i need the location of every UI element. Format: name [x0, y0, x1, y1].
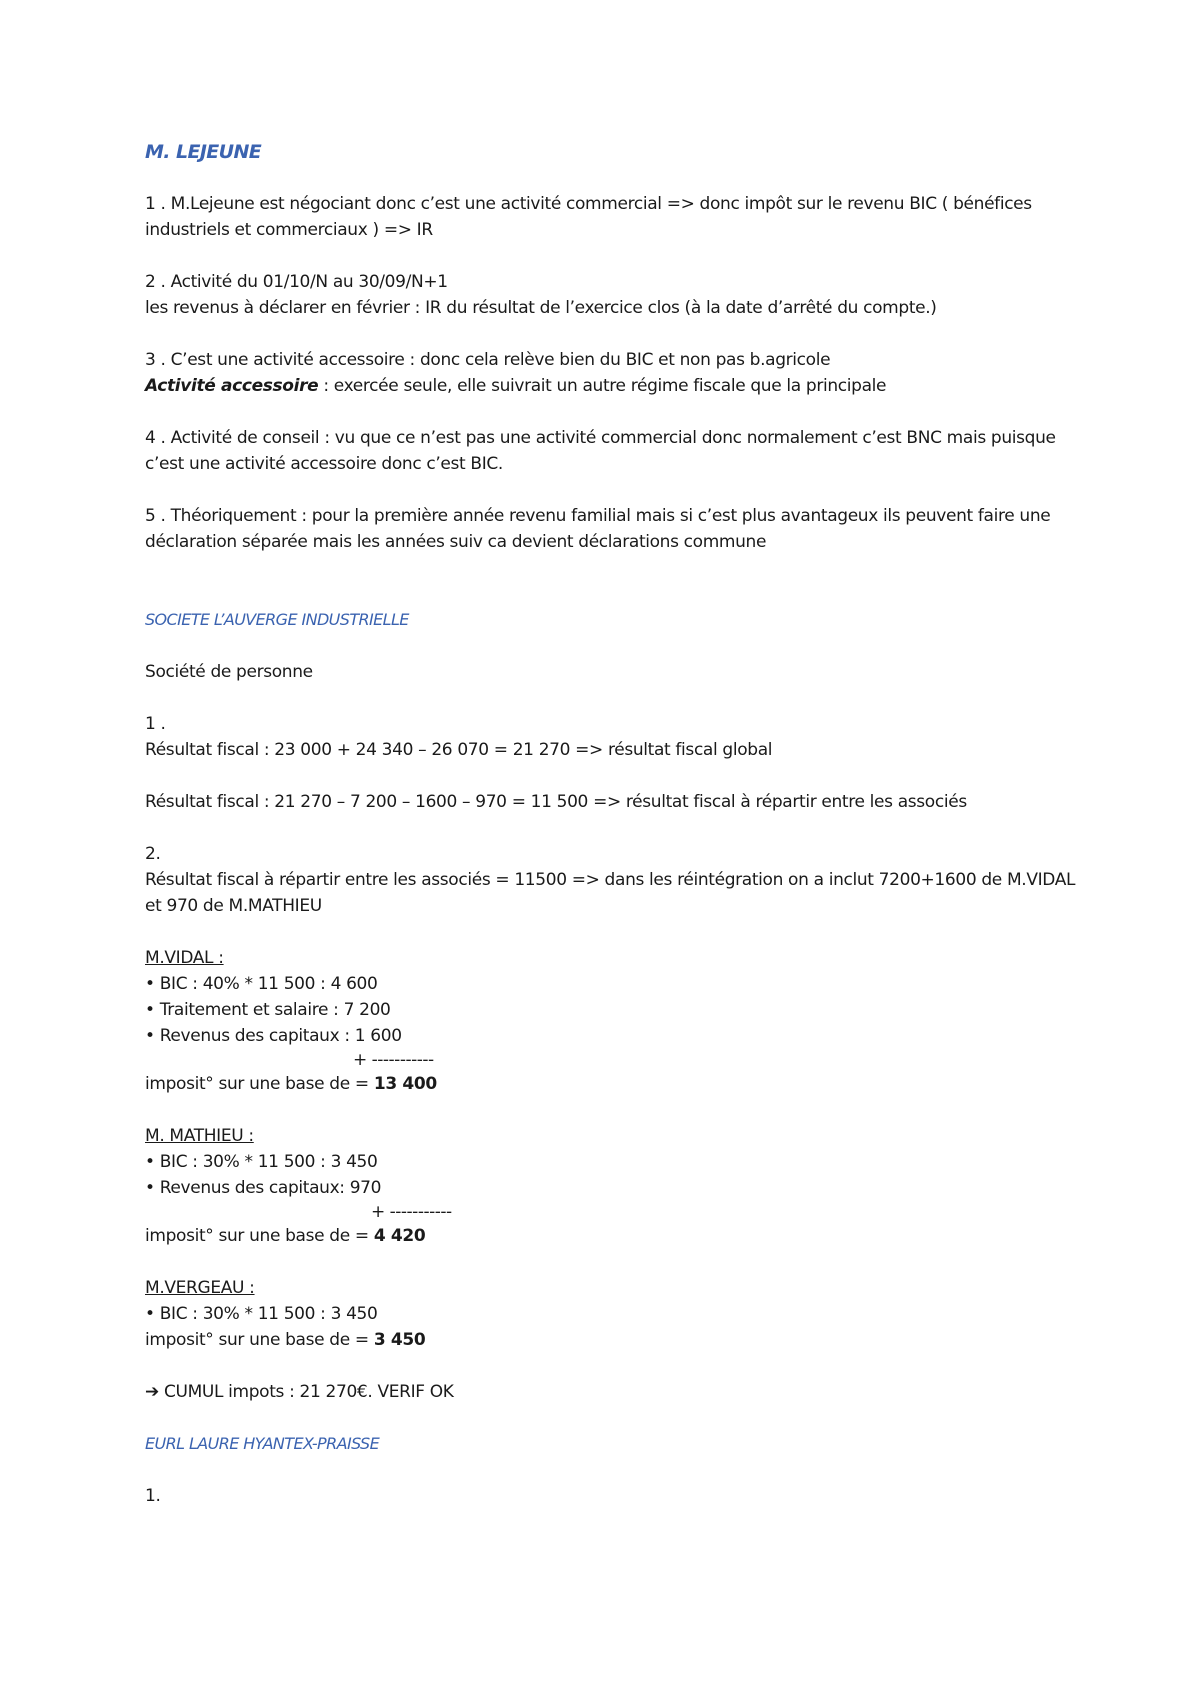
term-activite-accessoire: Activité accessoire [145, 376, 319, 396]
lejeune-p2-line1: 2 . Activité du 01/10/N au 30/09/N+1 [145, 272, 448, 292]
mathieu-sum-separator: + ----------- [371, 1202, 452, 1222]
mathieu-base-value: 4 420 [373, 1226, 426, 1246]
section-title-auverge: SOCIETE L’AUVERGE INDUSTRIELLE [145, 610, 409, 629]
vidal-base [145, 1072, 437, 1096]
auverge-q1-number: 1 . [145, 714, 166, 734]
vidal-item-salaire: • Traitement et salaire : 7 200 [145, 1000, 391, 1020]
auverge-subtitle: Société de personne [145, 662, 313, 682]
vergeau-base-label: imposit° sur une base de = [145, 1330, 374, 1350]
mathieu-item-capitaux: • Revenus des capitaux: 970 [145, 1178, 382, 1198]
lejeune-p3-line2 [145, 374, 886, 398]
section-title-eurl: EURL LAURE HYANTEX-PRAISSE [145, 1434, 380, 1453]
vidal-base-value: 13 400 [373, 1074, 437, 1094]
lejeune-p3-line2-rest: : exercée seule, elle suivrait un autre régime fiscale que la principale [318, 376, 887, 396]
mathieu-base-label: imposit° sur une base de = [145, 1226, 374, 1246]
section-title-lejeune: M. LEJEUNE [145, 141, 262, 163]
lejeune-p5-line2: déclaration séparée mais les années suiv ca devient déclarations commune [145, 532, 767, 552]
eurl-q1-number: 1. [145, 1486, 161, 1506]
auverge-q2-line1: Résultat fiscal à répartir entre les associés = 11500 => dans les réintégration on a inclut 7200+1600 de M.VIDAL [145, 870, 1076, 890]
lejeune-p2-line2: les revenus à déclarer en février : IR du résultat de l’exercice clos (à la date d’arrêté du compte.) [145, 298, 937, 318]
auverge-q2-line2: et 970 de M.MATHIEU [145, 896, 322, 916]
vidal-item-bic: • BIC : 40% * 11 500 : 4 600 [145, 974, 378, 994]
vergeau-base [145, 1328, 425, 1352]
vidal-sum-separator: + ----------- [353, 1050, 434, 1070]
lejeune-p3-line1: 3 . C’est une activité accessoire : donc cela relève bien du BIC et non pas b.agricole [145, 350, 831, 370]
mathieu-item-bic: • BIC : 30% * 11 500 : 3 450 [145, 1152, 378, 1172]
cumul-text: CUMUL impots : 21 270€. VERIF OK [158, 1382, 454, 1402]
vidal-base-label: imposit° sur une base de = [145, 1074, 374, 1094]
cumul-line [145, 1380, 454, 1404]
vergeau-item-bic: • BIC : 30% * 11 500 : 3 450 [145, 1304, 378, 1324]
lejeune-p5-line1: 5 . Théoriquement : pour la première année revenu familial mais si c’est plus avantageux ils peuvent faire une [145, 506, 1051, 526]
lejeune-p4-line1: 4 . Activité de conseil : vu que ce n’est pas une activité commercial donc normalement c’est BNC mais puisque [145, 428, 1056, 448]
vergeau-base-value: 3 450 [373, 1330, 426, 1350]
lejeune-p1-line1: 1 . M.Lejeune est négociant donc c’est une activité commercial => donc impôt sur le revenu BIC ( bénéfices [145, 194, 1032, 214]
auverge-q1-line1: Résultat fiscal : 23 000 + 24 340 – 26 070 = 21 270 => résultat fiscal global [145, 740, 773, 760]
vidal-heading: M.VIDAL : [145, 948, 224, 968]
vidal-item-capitaux: • Revenus des capitaux : 1 600 [145, 1026, 402, 1046]
vergeau-heading: M.VERGEAU : [145, 1278, 255, 1298]
mathieu-base [145, 1224, 425, 1248]
auverge-q2-number: 2. [145, 844, 161, 864]
mathieu-heading: M. MATHIEU : [145, 1126, 254, 1146]
lejeune-p1-line2: industriels et commerciaux ) => IR [145, 220, 433, 240]
arrow-right-icon: ➔ [145, 1382, 159, 1402]
auverge-q1-line2: Résultat fiscal : 21 270 – 7 200 – 1600 – 970 = 11 500 => résultat fiscal à répartir entre les associés [145, 792, 967, 812]
lejeune-p4-line2: c’est une activité accessoire donc c’est BIC. [145, 454, 503, 474]
